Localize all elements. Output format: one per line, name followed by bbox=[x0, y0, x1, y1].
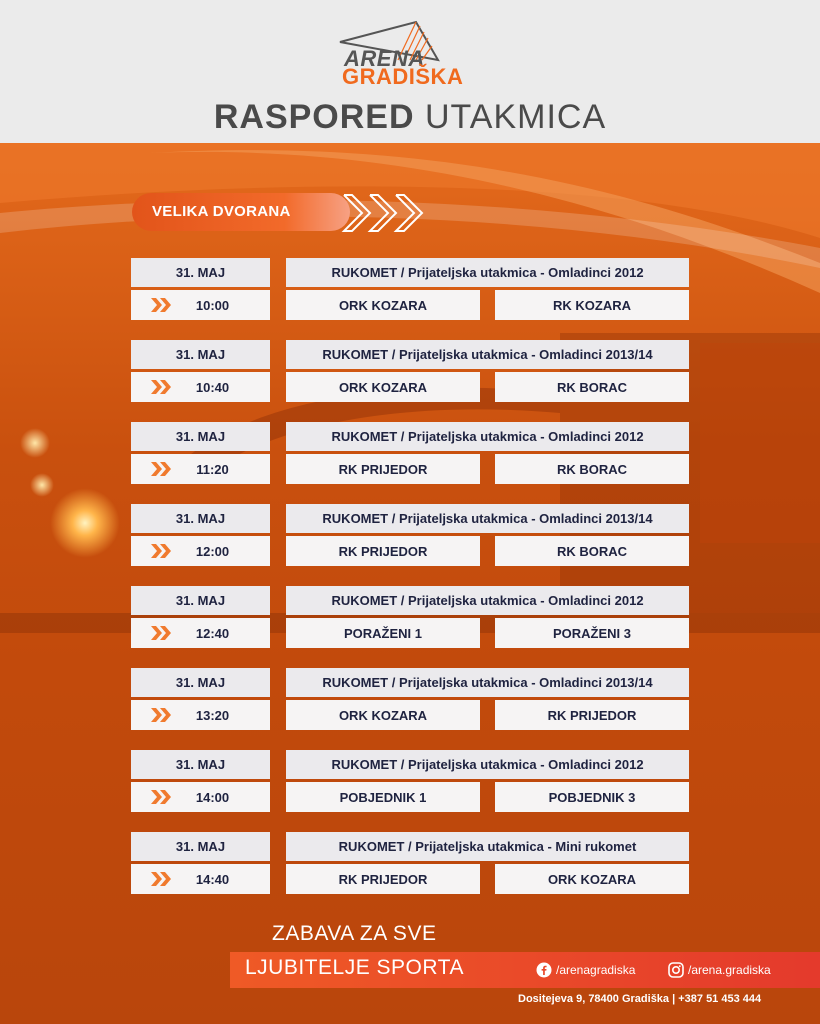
facebook-handle: /arenagradiska bbox=[556, 963, 636, 977]
match-time-cell bbox=[131, 700, 270, 730]
street-light-glow-icon bbox=[50, 488, 120, 558]
page-title bbox=[0, 98, 820, 137]
match-time: 10:00 bbox=[195, 297, 230, 313]
venue-label bbox=[132, 193, 350, 231]
instagram-handle: /arena.gradiska bbox=[688, 963, 771, 977]
double-chevron-icon bbox=[151, 626, 173, 640]
match-date: 31. MAJ bbox=[131, 832, 270, 861]
match-row bbox=[131, 422, 689, 484]
match-date: 31. MAJ bbox=[131, 504, 270, 533]
home-team: ORK KOZARA bbox=[286, 290, 480, 320]
away-team: RK BORAC bbox=[495, 454, 689, 484]
match-row bbox=[131, 504, 689, 566]
double-chevron-icon bbox=[151, 872, 173, 886]
match-time: 14:00 bbox=[195, 789, 230, 805]
double-chevron-icon bbox=[151, 708, 173, 722]
match-time-cell bbox=[131, 782, 270, 812]
match-date: 31. MAJ bbox=[131, 668, 270, 697]
match-time-cell bbox=[131, 454, 270, 484]
match-time-cell bbox=[131, 618, 270, 648]
street-light-glow-icon bbox=[30, 473, 54, 497]
match-date: 31. MAJ bbox=[131, 586, 270, 615]
venue-text: VELIKA DVORANA bbox=[152, 203, 291, 220]
double-chevron-icon bbox=[151, 380, 173, 394]
match-time: 13:20 bbox=[195, 707, 230, 723]
match-category: RUKOMET / Prijateljska utakmica - Omladinci 2012 bbox=[286, 422, 689, 451]
match-row bbox=[131, 586, 689, 648]
match-time: 10:40 bbox=[195, 379, 230, 395]
match-date: 31. MAJ bbox=[131, 258, 270, 287]
match-row bbox=[131, 668, 689, 730]
match-date: 31. MAJ bbox=[131, 340, 270, 369]
match-date: 31. MAJ bbox=[131, 750, 270, 779]
home-team: ORK KOZARA bbox=[286, 700, 480, 730]
arena-gradiska-logo bbox=[338, 20, 488, 90]
title-light: UTAKMICA bbox=[425, 98, 607, 136]
title-bold: RASPORED bbox=[213, 98, 415, 136]
double-chevron-icon bbox=[151, 544, 173, 558]
double-chevron-icon bbox=[151, 790, 173, 804]
facebook-icon bbox=[536, 962, 552, 978]
match-date: 31. MAJ bbox=[131, 422, 270, 451]
away-team: RK PRIJEDOR bbox=[495, 700, 689, 730]
home-team: RK PRIJEDOR bbox=[286, 454, 480, 484]
away-team: ORK KOZARA bbox=[495, 864, 689, 894]
match-category: RUKOMET / Prijateljska utakmica - Omladinci 2013/14 bbox=[286, 504, 689, 533]
header bbox=[0, 0, 820, 143]
instagram-link[interactable] bbox=[668, 962, 771, 978]
chevrons-icon bbox=[340, 192, 435, 234]
logo-text-top: ARENA bbox=[344, 46, 425, 71]
home-team: POBJEDNIK 1 bbox=[286, 782, 480, 812]
match-time-cell bbox=[131, 290, 270, 320]
match-time-cell bbox=[131, 536, 270, 566]
address-contact: Dositejeva 9, 78400 Gradiška | +387 51 453 444 bbox=[518, 993, 762, 1005]
match-time: 11:20 bbox=[196, 461, 229, 477]
match-category: RUKOMET / Prijateljska utakmica - Mini rukomet bbox=[286, 832, 689, 861]
street-light-glow-icon bbox=[20, 428, 50, 458]
match-time-cell bbox=[131, 864, 270, 894]
home-team: RK PRIJEDOR bbox=[286, 864, 480, 894]
match-time: 12:00 bbox=[195, 543, 230, 559]
match-row bbox=[131, 258, 689, 320]
home-team: ORK KOZARA bbox=[286, 372, 480, 402]
match-category: RUKOMET / Prijateljska utakmica - Omladinci 2012 bbox=[286, 586, 689, 615]
match-time-cell bbox=[131, 372, 270, 402]
double-chevron-icon bbox=[151, 298, 173, 312]
away-team: POBJEDNIK 3 bbox=[495, 782, 689, 812]
match-row bbox=[131, 832, 689, 894]
instagram-icon bbox=[668, 962, 684, 978]
away-team: PORAŽENI 3 bbox=[495, 618, 689, 648]
match-row bbox=[131, 340, 689, 402]
match-time: 12:40 bbox=[195, 625, 230, 641]
match-category: RUKOMET / Prijateljska utakmica - Omladinci 2012 bbox=[286, 750, 689, 779]
match-time: 14:40 bbox=[195, 871, 230, 887]
match-category: RUKOMET / Prijateljska utakmica - Omladinci 2012 bbox=[286, 258, 689, 287]
facebook-link[interactable] bbox=[536, 962, 635, 978]
away-team: RK KOZARA bbox=[495, 290, 689, 320]
away-team: RK BORAC bbox=[495, 536, 689, 566]
home-team: RK PRIJEDOR bbox=[286, 536, 480, 566]
logo-text-bottom: GRADIŠKA bbox=[342, 64, 464, 89]
away-team: RK BORAC bbox=[495, 372, 689, 402]
match-row bbox=[131, 750, 689, 812]
double-chevron-icon bbox=[151, 462, 173, 476]
slogan-line-2: LJUBITELJE SPORTA bbox=[245, 956, 464, 979]
match-category: RUKOMET / Prijateljska utakmica - Omladinci 2013/14 bbox=[286, 340, 689, 369]
home-team: PORAŽENI 1 bbox=[286, 618, 480, 648]
match-category: RUKOMET / Prijateljska utakmica - Omladinci 2013/14 bbox=[286, 668, 689, 697]
slogan-line-1: ZABAVA ZA SVE bbox=[272, 922, 437, 945]
